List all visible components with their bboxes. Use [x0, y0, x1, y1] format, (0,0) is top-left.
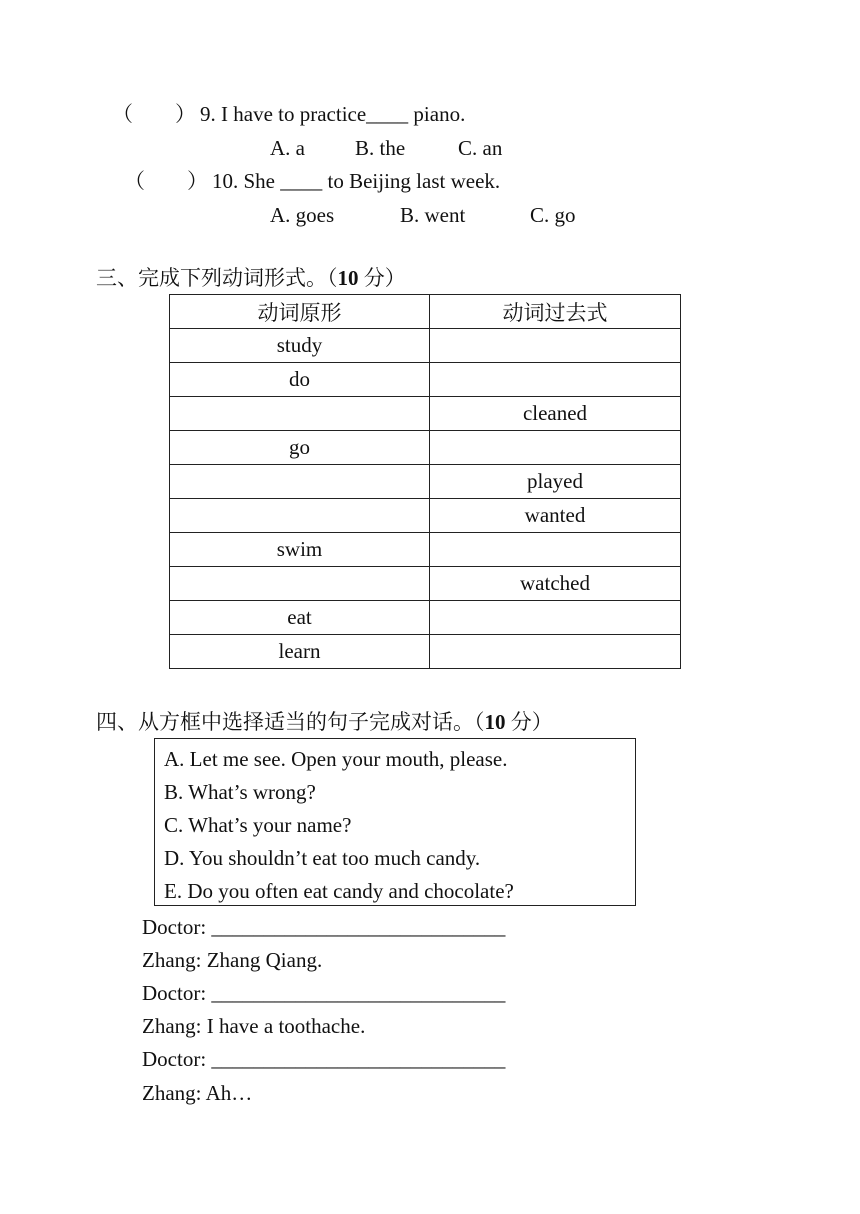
option-letter: A. — [164, 747, 185, 771]
base-form-cell[interactable]: learn — [170, 635, 430, 669]
option-letter: E. — [164, 879, 183, 903]
base-form-cell[interactable] — [170, 567, 430, 601]
section3-title — [96, 268, 406, 289]
base-form-cell[interactable]: go — [170, 431, 430, 465]
option-10-b: B. went — [400, 203, 466, 227]
option-text: Do you often eat candy and chocolate? — [187, 879, 514, 903]
option-text: What’s wrong? — [188, 780, 316, 804]
dialogue-line-doctor[interactable]: Doctor: ____________________________ — [142, 981, 506, 1005]
table-row — [170, 567, 681, 601]
past-form-cell[interactable] — [430, 601, 681, 635]
question-stem-10: 10. She ____ to Beijing last week. — [212, 169, 501, 193]
table-row — [170, 499, 681, 533]
past-form-cell[interactable]: played — [430, 465, 681, 499]
answer-paren-9[interactable]: （ ） — [112, 102, 196, 126]
table-row — [170, 329, 681, 363]
header-base-form: 动词原形 — [170, 295, 430, 329]
section4-title — [96, 712, 553, 733]
base-form-cell[interactable] — [170, 499, 430, 533]
base-form-cell[interactable] — [170, 465, 430, 499]
dialogue-line-zhang: Zhang: I have a toothache. — [142, 1014, 366, 1038]
section3-title-suffix: 分） — [358, 266, 406, 290]
table-row — [170, 533, 681, 567]
option-10-a: A. goes — [270, 203, 335, 227]
table-row — [170, 431, 681, 465]
option-letter: D. — [164, 846, 185, 870]
table-row — [170, 397, 681, 431]
question-stem-9: 9. I have to practice____ piano. — [200, 102, 466, 126]
sentence-option-e — [164, 879, 514, 904]
option-text: What’s your name? — [188, 813, 352, 837]
answer-paren-10[interactable]: （ ） — [124, 169, 208, 193]
header-past-form: 动词过去式 — [430, 295, 681, 329]
option-text: Let me see. Open your mouth, please. — [189, 747, 508, 771]
sentence-option-a — [164, 747, 508, 772]
option-9-b: B. the — [355, 136, 406, 160]
past-form-cell[interactable]: wanted — [430, 499, 681, 533]
table-row — [170, 363, 681, 397]
option-letter: C. — [164, 813, 184, 837]
table-row — [170, 635, 681, 669]
option-9-c: C. an — [458, 136, 503, 160]
past-form-cell[interactable] — [430, 431, 681, 465]
base-form-cell[interactable] — [170, 397, 430, 431]
verb-forms-table — [169, 294, 681, 669]
table-row — [170, 601, 681, 635]
section4-title-score: 10 — [484, 710, 506, 734]
section4-title-text: 四、从方框中选择适当的句子完成对话。（ — [96, 710, 485, 734]
option-text: You shouldn’t eat too much candy. — [188, 846, 481, 870]
section4-title-suffix: 分） — [505, 710, 553, 734]
base-form-cell[interactable]: eat — [170, 601, 430, 635]
option-letter: B. — [164, 780, 184, 804]
sentence-option-b — [164, 780, 316, 805]
section3-title-score: 10 — [337, 266, 359, 290]
past-form-cell[interactable] — [430, 533, 681, 567]
past-form-cell[interactable] — [430, 363, 681, 397]
table-row — [170, 465, 681, 499]
past-form-cell[interactable] — [430, 635, 681, 669]
base-form-cell[interactable]: swim — [170, 533, 430, 567]
dialogue-line-doctor[interactable]: Doctor: ____________________________ — [142, 915, 506, 939]
dialogue-line-zhang: Zhang: Ah… — [142, 1081, 253, 1105]
dialogue-line-doctor[interactable]: Doctor: ____________________________ — [142, 1047, 506, 1071]
sentence-option-c — [164, 813, 351, 838]
base-form-cell[interactable]: do — [170, 363, 430, 397]
table-header-row — [170, 295, 681, 329]
sentence-option-d — [164, 846, 480, 871]
dialogue-line-zhang: Zhang: Zhang Qiang. — [142, 948, 323, 972]
past-form-cell[interactable]: cleaned — [430, 397, 681, 431]
option-9-a: A. a — [270, 136, 305, 160]
section3-title-text: 三、完成下列动词形式。（ — [96, 266, 338, 290]
past-form-cell[interactable] — [430, 329, 681, 363]
sentence-options-box — [154, 738, 636, 906]
option-10-c: C. go — [530, 203, 576, 227]
base-form-cell[interactable]: study — [170, 329, 430, 363]
past-form-cell[interactable]: watched — [430, 567, 681, 601]
